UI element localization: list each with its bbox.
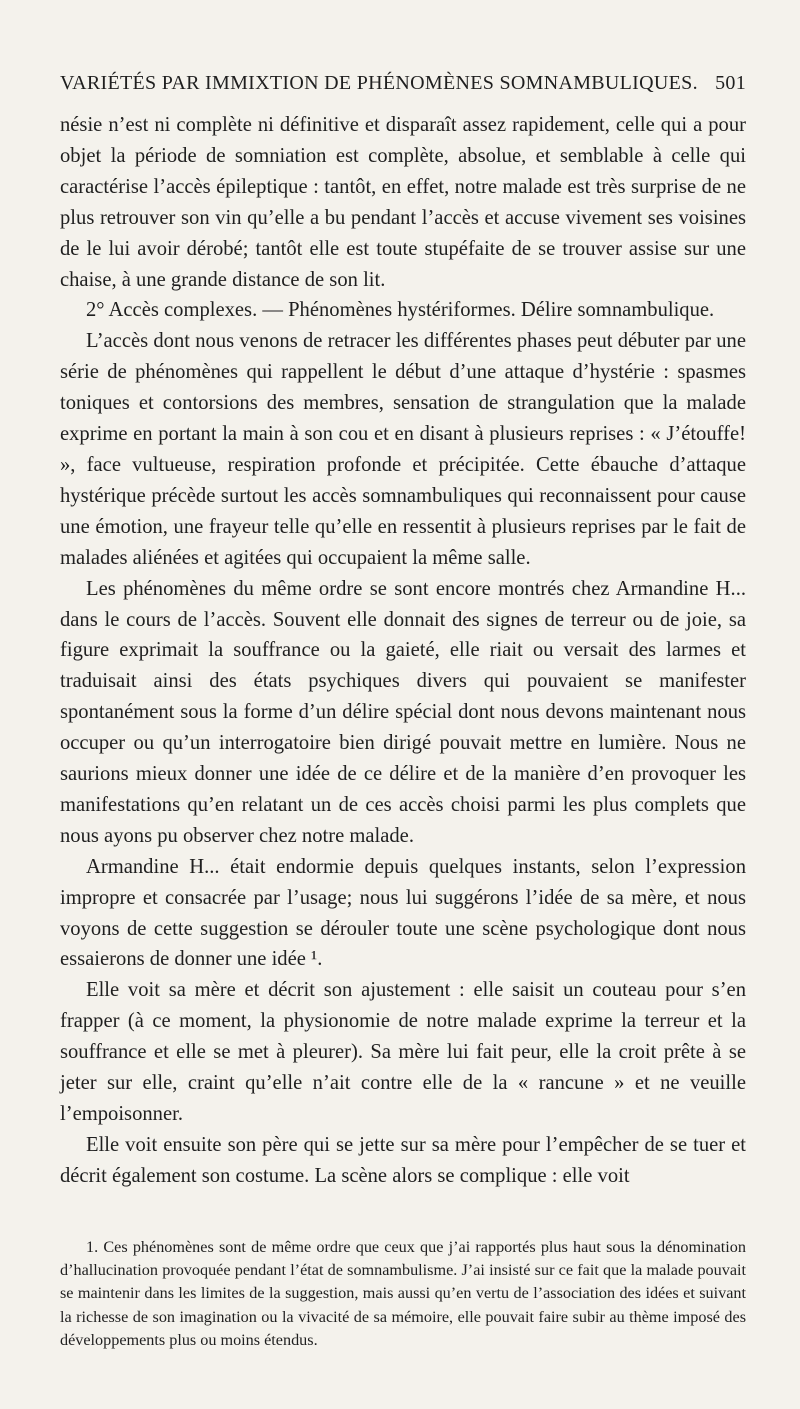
running-title: VARIÉTÉS PAR IMMIXTION DE PHÉNOMÈNES SOMNAMBULIQUES. [60, 72, 698, 94]
paragraph: Elle voit ensuite son père qui se jette sur sa mère pour l’empêcher de se tuer et décrit également son costume. La scène alors se complique : elle voit [60, 1133, 746, 1187]
paragraph: Elle voit sa mère et décrit son ajustement : elle saisit un couteau pour s’en frapper (à ce moment, la physionomie de notre malade exprime la terreur et la souffrance et elle se met à pleurer). Sa mère lui fait peur, elle la croit prête à se jeter sur elle, craint qu’elle n’ait contre elle de la « rancune » et ne veuille l’empoisonner. [60, 979, 746, 1125]
paragraph: nésie n’est ni complète ni définitive et disparaît assez rapidement, celle qui a pour objet la période de somniation est complète, absolue, et semblable à celle qui caractérise l’accès épileptique : tantôt, en effet, notre malade est très surprise de ne plus retrouver son vin qu’elle a bu pendant l’accès et accuse vivement ses voisines de le lui avoir dérobé; tantôt elle est toute stupéfaite de se trouver assise sur une chaise, à une grande distance de son lit. [60, 114, 746, 291]
section-heading: 2° Accès complexes. — Phénomènes hystériformes. Délire somnambulique. [86, 299, 715, 322]
footnote: 1. Ces phénomènes sont de même ordre que ceux que j’ai rapportés plus haut sous la dénomination d’hallucination provoquée pendant l’état de somnambulisme. J’ai insisté sur ce fait que la malade pouvait se maintenir dans les limites de la suggestion, mais aussi qu’en vertu de l’association des idées et suivant la richesse de son imagination ou la vivacité de sa mémoire, elle pouvait faire subir au thème imposé des développements plus ou moins étendus. [60, 1238, 746, 1349]
body-text [60, 110, 746, 1192]
running-header [60, 72, 746, 95]
paragraph: Armandine H... était endormie depuis quelques instants, selon l’expression impropre et consacrée par l’usage; nous lui suggérons l’idée de sa mère, et nous voyons de cette suggestion se dérouler toute une scène psychologique dont nous essaierons de donner une idée ¹. [60, 855, 746, 971]
paragraph: L’accès dont nous venons de retracer les différentes phases peut débuter par une série de phénomènes qui rappellent le début d’une attaque d’hystérie : spasmes toniques et contorsions des membres, sensation de strangulation que la malade exprime en portant la main à son cou et en disant à plusieurs reprises : « J’étouffe! », face vultueuse, respiration profonde et précipitée. Cette ébauche d’attaque hystérique précède surtout les accès somnambuliques qui reconnaissent pour cause une émotion, une frayeur telle qu’elle en ressentit à plusieurs reprises par le fait de malades aliénées et agitées qui occupaient la même salle. [60, 330, 746, 569]
footnotes [60, 1236, 746, 1352]
paragraph: Les phénomènes du même ordre se sont encore montrés chez Armandine H... dans le cours de l’accès. Souvent elle donnait des signes de terreur ou de joie, sa figure exprimait la souffrance ou la gaieté, elle riait ou versait des larmes et traduisait ainsi des états psychiques divers qui pouvaient se manifester spontanément sous la forme d’un délire spécial dont nous devons maintenant nous occuper ou qu’un interrogatoire bien dirigé pouvait mettre en lumière. Nous ne saurions mieux donner une idée de ce délire et de la manière d’en provoquer les manifestations qu’en relatant un de ces accès choisi parmi les plus complets que nous ayons pu observer chez notre malade. [60, 577, 746, 847]
page-number: 501 [715, 72, 746, 94]
